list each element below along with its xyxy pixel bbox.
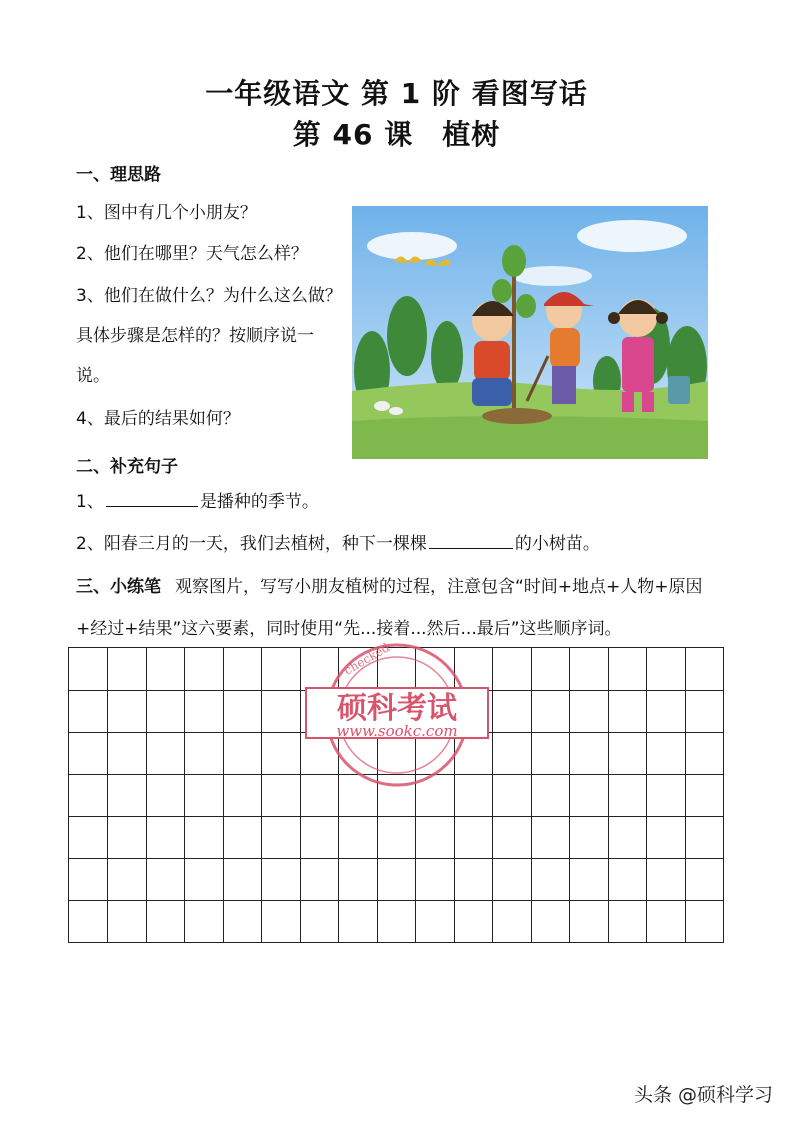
sentence-1-prefix: 1、: [76, 492, 104, 512]
grid-row-line: [69, 858, 723, 859]
sentence-1-suffix: 是播种的季节。: [199, 492, 319, 512]
watermark-stamp: [302, 640, 492, 790]
section1-heading: 一、理思路: [76, 165, 161, 185]
grid-row-line: [69, 900, 723, 901]
sentence-2-suffix: 的小树苗。: [514, 534, 600, 554]
grid-column-line: [184, 648, 185, 942]
grid-column-line: [261, 648, 262, 942]
grid-column-line: [146, 648, 147, 942]
fill-sentence-2: [76, 524, 600, 564]
grid-column-line: [646, 648, 647, 942]
grid-column-line: [685, 648, 686, 942]
fill-sentence-1: [76, 482, 319, 522]
lesson-title: 第 46 课 植树: [292, 118, 501, 151]
page-title: 一年级语文 第 1 阶 看图写话: [205, 77, 588, 110]
grid-column-line: [492, 648, 493, 942]
question-1: 1、图中有几个小朋友？: [76, 203, 257, 223]
grid-column-line: [107, 648, 108, 942]
grid-column-line: [608, 648, 609, 942]
grid-column-line: [569, 648, 570, 942]
section2-heading: 二、补充句子: [76, 457, 178, 477]
grid-row-line: [69, 816, 723, 817]
stamp-ring-text: checked: [341, 640, 393, 678]
stamp-url: www.sookc.com: [336, 722, 458, 740]
question-3: 3、他们在做什么？为什么这么做？具体步骤是怎样的？按顺序说一说。: [76, 286, 342, 386]
grid-column-line: [300, 648, 301, 942]
section3-instruction: 观察图片，写写小朋友植树的过程，注意包含“时间+地点+人物+原因+经过+结果”这六要素，同时使用“先...接着...然后...最后”这些顺序词。: [76, 577, 703, 639]
blank-line-2[interactable]: [429, 531, 513, 549]
grid-column-line: [223, 648, 224, 942]
blank-line-1[interactable]: [106, 489, 198, 507]
question-4: 4、最后的结果如何？: [76, 409, 240, 429]
practice-instruction: [76, 566, 726, 650]
tree-planting-illustration: [352, 206, 708, 459]
grid-column-line: [531, 648, 532, 942]
question-2: 2、他们在哪里？天气怎么样？: [76, 244, 308, 264]
section3-heading: 三、小练笔: [76, 577, 161, 597]
sentence-2-prefix: 2、阳春三月的一天，我们去植树，种下一棵棵: [76, 534, 427, 554]
footer-watermark: 头条 @硕科学习: [633, 1084, 773, 1106]
stamp-title: 硕科考试: [337, 691, 457, 726]
